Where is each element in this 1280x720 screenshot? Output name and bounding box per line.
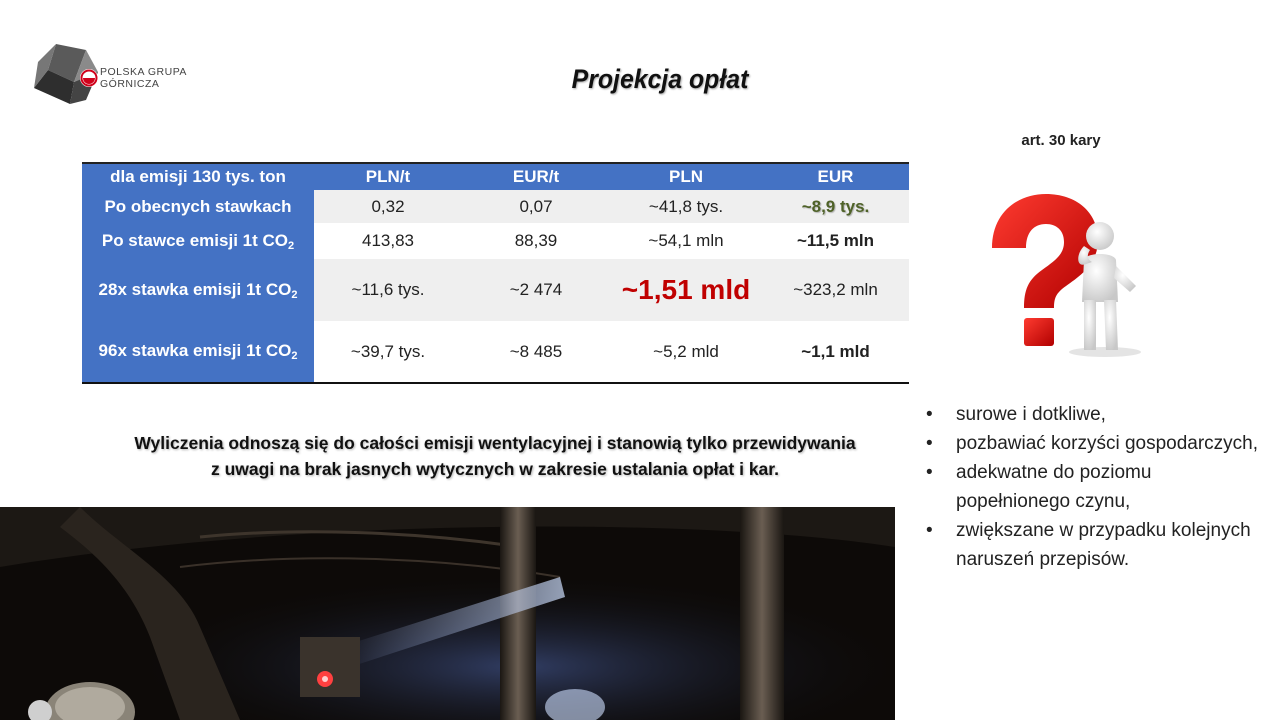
cell-pln-highlight: ~1,51 mld [610,259,762,321]
logo-line2: GÓRNICZA [100,78,160,90]
row-label-subscript: 2 [291,350,298,362]
row-label [82,259,314,321]
note-line1: Wyliczenia odnoszą się do całości emisji wentylacyjnej i stanowią tylko przewidywania [134,433,856,453]
list-item: • surowe i dotkliwe, [922,400,1262,429]
row-label-subscript: 2 [288,239,295,252]
fees-table [82,162,909,384]
list-item: • pozbawiać korzyści gospodarczych, [922,429,1262,458]
cell-pln-per-t: 0,32 [314,190,462,223]
cell-eur-per-t: 88,39 [514,231,558,250]
row-label-text: Po stawce emisji 1t CO [101,230,288,250]
table-row [82,223,909,259]
table-header-row [82,163,909,190]
disclaimer-note [110,430,880,482]
question-mark-figure-icon [980,190,1150,360]
cell-pln: ~41,8 tys. [610,190,762,223]
note-line2: z uwagi na brak jasnych wytycznych w zakresie ustalania opłat i kar. [210,459,779,479]
row-label-text: Po obecnych stawkach [104,196,292,216]
row-label [82,321,314,383]
row-label-subscript: 2 [291,288,298,301]
cell-pln: ~5,2 mld [653,341,719,361]
header-eur-per-t: EUR/t [462,163,610,190]
cell-eur: ~8,9 tys. [762,190,909,223]
table-row [82,190,909,223]
cell-eur: ~323,2 mln [762,259,909,321]
row-label-text: 28x stawka emisji 1t CO [98,279,292,299]
table-row [82,321,909,383]
header-pln: PLN [610,163,762,190]
cell-eur-per-t: 0,07 [462,190,610,223]
cell-pln-per-t: ~39,7 tys. [350,341,426,361]
row-label [82,190,314,223]
page-title: Projekcja opłat [571,64,749,94]
cell-eur: ~11,5 mln [796,231,875,250]
side-heading: art. 30 kary [1021,132,1101,149]
logo-line1: POLSKA GRUPA [100,66,187,78]
header-eur: EUR [762,163,909,190]
penalty-bullets [922,400,1262,574]
header-basis: dla emisji 130 tys. ton [82,163,314,190]
cell-eur-per-t: ~8 485 [509,341,563,361]
row-label [82,223,314,259]
row-label-text: 96x stawka emisji 1t CO [98,341,292,360]
cell-pln-per-t: 413,83 [362,231,414,250]
mine-photo-illustration [0,507,895,720]
cell-pln: ~54,1 mln [648,231,724,250]
table-row [82,259,909,321]
cell-eur: ~1,1 mld [801,341,870,361]
list-item: • adekwatne do poziomu popełnionego czynu, [922,458,1262,516]
cell-pln-per-t: ~11,6 tys. [314,259,462,321]
list-item: • zwiększane w przypadku kolejnych naruszeń przepisów. [922,516,1262,574]
mine-photo [0,507,895,720]
header-pln-per-t: PLN/t [314,163,462,190]
cell-eur-per-t: ~2 474 [462,259,610,321]
